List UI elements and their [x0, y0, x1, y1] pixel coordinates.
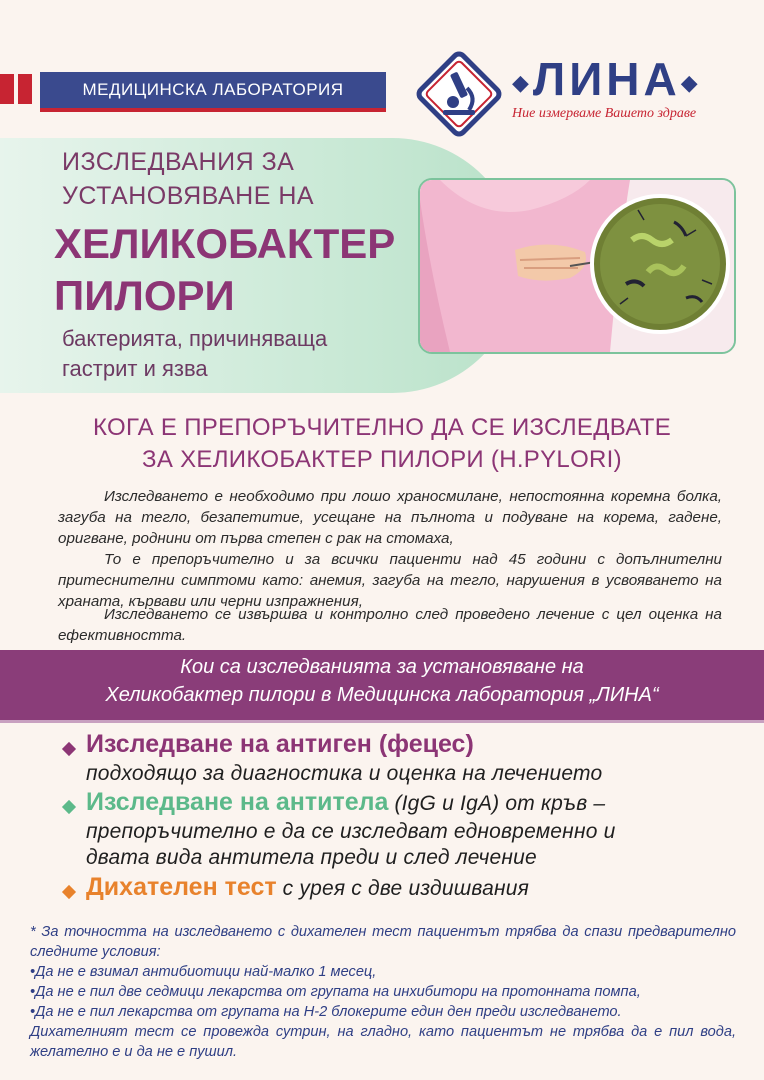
- hero-title: ПИЛОРИ: [54, 272, 235, 319]
- section-heading: ЗА ХЕЛИКОБАКТЕР ПИЛОРИ (H.PYLORI): [142, 446, 622, 473]
- header-stripe: [18, 74, 32, 104]
- hero-line: ИЗСЛЕДВАНИЯ ЗА: [62, 148, 295, 176]
- lab-label-underline: [40, 108, 386, 112]
- paragraph: Изследването се извършва и контролно след проведено лечение с цел оценка на ефективността.: [58, 606, 722, 644]
- hero-subtitle: гастрит и язва: [62, 356, 208, 381]
- stomach-pain-bacteria-illustration: [418, 178, 736, 354]
- note-item: •Да не е пил две седмици лекарства от групата на инхибитори на протонната помпа,: [30, 984, 641, 1000]
- lab-label: МЕДИЦИНСКА ЛАБОРАТОРИЯ: [82, 80, 344, 99]
- note-item: •Да не е взимал антибиотици най-малко 1 месец,: [30, 964, 377, 980]
- microscope-diamond-icon: [413, 48, 505, 140]
- note-intro: * За точността на изследването с дихателен тест пациентът трябва да спази предварително следните условия:: [30, 924, 736, 960]
- header-stripe: [0, 74, 14, 104]
- note-closing: Дихателният тест се провежда сутрин, на гладно, като пациентът не трябва да е пил вода, желателно е и да не е пушил.: [30, 1024, 736, 1060]
- paragraph: Изследването е необходимо при лошо храносмилане, непостоянна коремна болка, загуба на тегло, безапетитие, усещане на пълнота и подуване на корема, гадене, оригване, роднини от първа степен с рак на стомаха,: [58, 488, 722, 547]
- test-title: Изследване на антиген (фецес): [86, 730, 474, 758]
- brand-slogan: Ние измерваме Вашето здраве: [512, 106, 697, 121]
- hero-line: УСТАНОВЯВАНЕ НА: [62, 182, 315, 210]
- diamond-bullet-icon: [62, 742, 76, 756]
- diamond-bullet-icon: [62, 800, 76, 814]
- test-description: препоръчително е да се изследват едновременно и: [86, 820, 616, 843]
- hero-title: ХЕЛИКОБАКТЕР: [54, 220, 396, 267]
- test-title: Дихателен тест с урея с две издишвания: [86, 873, 530, 901]
- diamond-bullet-icon: [62, 885, 76, 899]
- tests-band-line: Хеликобактер пилори в Медицинска лаборатория „ЛИНА“: [105, 684, 659, 706]
- test-title: Изследване на антитела (IgG и IgA) от кръв –: [86, 788, 606, 816]
- tests-band-line: Кои са изследванията за установяване на: [180, 656, 584, 678]
- note-item: •Да не е пил лекарства от групата на H-2 блокерите един ден преди изследването.: [30, 1004, 622, 1020]
- hero-subtitle: бактерията, причиняваща: [62, 326, 328, 351]
- test-description: подходящо за диагностика и оценка на лечението: [86, 762, 603, 785]
- brand-name: ◆ЛИНА◆: [512, 53, 702, 105]
- test-description: двата вида антитела преди и след лечение: [86, 846, 537, 869]
- lab-label-bar: [40, 72, 386, 108]
- paragraph: То е препоръчително и за всички пациенти над 45 години с допълнителни притеснителни симптоми като: анемия, загуба на тегло, нарушения в усвояването на храната, кървави или черни изпражнения,: [58, 551, 722, 610]
- section-heading: КОГА Е ПРЕПОРЪЧИТЕЛНО ДА СЕ ИЗСЛЕДВАТЕ: [92, 414, 671, 441]
